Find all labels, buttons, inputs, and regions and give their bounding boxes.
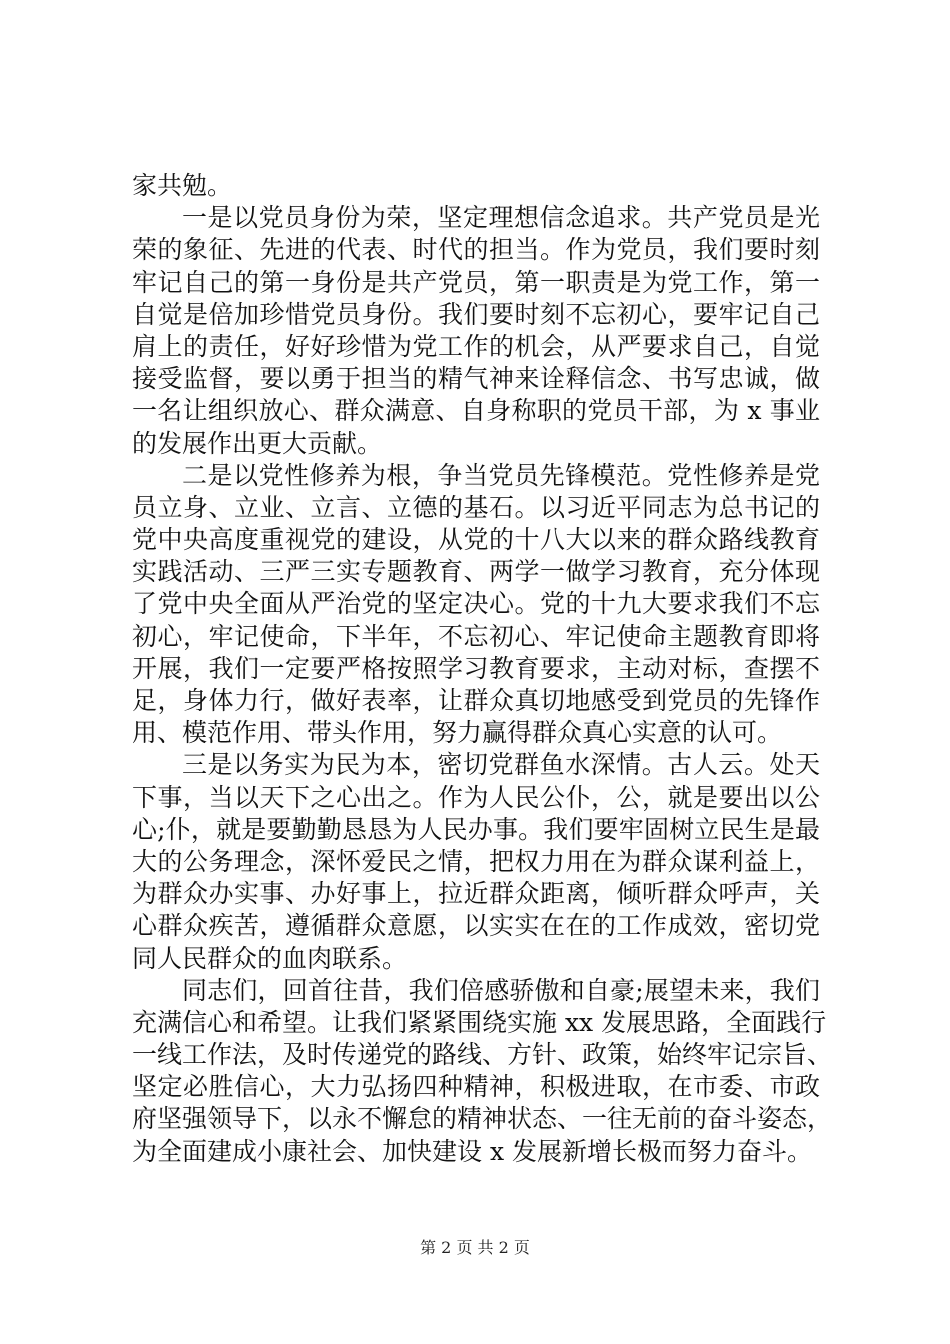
text-line: 为全面建成小康社会、加快建设 x 发展新增长极而努力奋斗。 xyxy=(132,1136,812,1166)
text-line: 家共勉。 xyxy=(132,171,233,200)
text-line: 实践活动、三严三实专题教育、两学一做学习教育，充分体现 xyxy=(132,557,820,587)
text-line: 开展，我们一定要严格按照学习教育要求，主动对标，查摆不 xyxy=(132,653,820,683)
paragraph-first-line: 一是以党员身份为荣，坚定理想信念追求。共产党员是光 xyxy=(182,203,820,233)
document-body xyxy=(132,170,833,1168)
text-line: 府坚强领导下，以永不懈怠的精神状态、一往无前的奋斗姿态， xyxy=(132,1104,833,1134)
text-line: 大的公务理念，深怀爱民之情，把权力用在为群众谋利益上， xyxy=(132,846,820,876)
text-line: 坚定必胜信心，大力弘扬四种精神，积极进取，在市委、市政 xyxy=(132,1072,820,1102)
text-line: 下事，当以天下之心出之。作为人民公仆，公，就是要出以公 xyxy=(132,782,820,812)
text-line: 接受监督，要以勇于担当的精气神来诠释信念、书写忠诚，做 xyxy=(132,364,820,394)
text-line: 一线工作法，及时传递党的路线、方针、政策，始终牢记宗旨、 xyxy=(132,1040,833,1070)
text-line: 足，身体力行，做好表率，让群众真切地感受到党员的先锋作 xyxy=(132,686,820,715)
text-line: 用、模范作用、带头作用，努力赢得群众真心实意的认可。 xyxy=(132,718,783,748)
text-line: 党中央高度重视党的建设，从党的十八大以来的群众路线教育 xyxy=(132,525,820,555)
text-line: 自觉是倍加珍惜党员身份。我们要时刻不忘初心，要牢记自己 xyxy=(132,299,820,329)
text-line: 初心，牢记使命，下半年，不忘初心、牢记使命主题教育即将 xyxy=(132,621,820,651)
text-line: 员立身、立业、立言、立德的基石。以习近平同志为总书记的 xyxy=(132,492,820,522)
text-line: 肩上的责任，好好珍惜为党工作的机会，从严要求自己，自觉 xyxy=(132,331,820,361)
text-line: 心;仆，就是要勤勤恳恳为人民办事。我们要牢固树立民生是最 xyxy=(132,814,820,844)
paragraph-first-line: 二是以党性修养为根，争当党员先锋模范。党性修养是党 xyxy=(182,460,820,490)
text-line: 荣的象征、先进的代表、时代的担当。作为党员，我们要时刻 xyxy=(132,235,820,265)
text-line: 了党中央全面从严治党的坚定决心。党的十九大要求我们不忘 xyxy=(132,589,820,619)
paragraph-first-line: 同志们，回首往昔，我们倍感骄傲和自豪;展望未来，我们 xyxy=(182,975,820,1005)
text-line: 一名让组织放心、群众满意、自身称职的党员干部，为 x 事业 xyxy=(132,396,820,426)
text-line: 牢记自己的第一身份是共产党员，第一职责是为党工作，第一 xyxy=(132,267,820,297)
text-line: 心群众疾苦，遵循群众意愿，以实实在在的工作成效，密切党 xyxy=(132,911,820,941)
text-line: 为群众办实事、办好事上，拉近群众距离，倾听群众呼声，关 xyxy=(132,879,820,909)
text-line: 充满信心和希望。让我们紧紧围绕实施 xx 发展思路，全面践行 xyxy=(132,1007,827,1037)
page-footer: 第 2 页 共 2 页 xyxy=(420,1238,530,1257)
text-line: 同人民群众的血肉联系。 xyxy=(132,943,408,973)
text-line: 的发展作出更大贡献。 xyxy=(132,428,383,458)
paragraph-first-line: 三是以务实为民为本，密切党群鱼水深情。古人云。处天 xyxy=(182,750,820,780)
